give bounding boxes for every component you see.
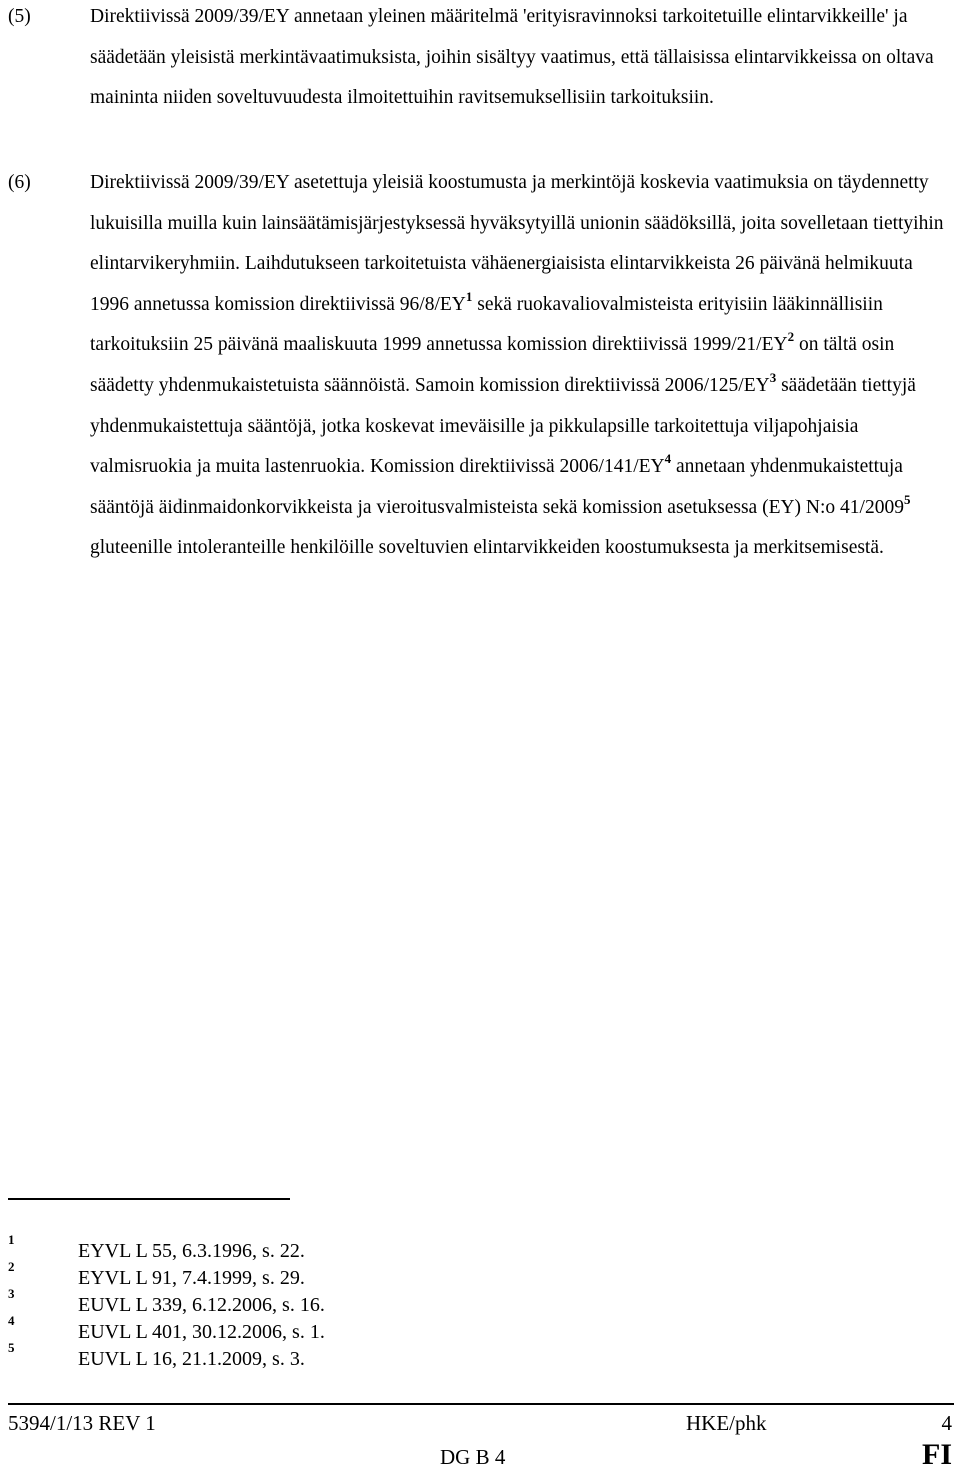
document-reference: 5394/1/13 REV 1 xyxy=(8,1411,156,1435)
text-run: sekä ruokavaliovalmisteista erityisiin lääkinnällisiin tarkoituksiin 25 päivänä maaliskuuta 1999 annetussa komission direktiivissä 1999/21/EY xyxy=(90,293,883,356)
footnote-mark: 4 xyxy=(8,1313,15,1328)
footnote-mark: 2 xyxy=(8,1259,15,1274)
text-run: Direktiivissä 2009/39/EY asetettuja yleisiä koostumusta ja merkintöjä koskevia vaatimuksia on täydennetty lukuisilla muilla kuin lainsäätämisjärjestyksessä hyväksytyillä unionin säädöksillä, joita sovelletaan tiettyihin elintarvikeryhmiin. Laihdutukseen tarkoitetuista vähäenergiaisista elintarvikkeista 26 päivänä helmikuuta 1996 annetussa komission direktiivissä 96/8/EY xyxy=(90,172,944,315)
author-initials: HKE/phk xyxy=(686,1411,767,1435)
paragraph-text xyxy=(90,0,954,119)
paragraph-number: (5) xyxy=(8,6,31,27)
footnote-reference: 1 xyxy=(465,288,473,304)
directorate: DG B 4 xyxy=(440,1445,506,1469)
footnote-reference: 4 xyxy=(664,451,672,467)
footnote-text: EYVL L 91, 7.4.1999, s. 29. xyxy=(78,1267,305,1289)
footnote-mark: 1 xyxy=(8,1232,15,1247)
text-run: on tältä osin säädetty yhdenmukaistetuista säännöistä. Samoin komission direktiivissä 2006/125/EY xyxy=(90,334,895,396)
text-run: Direktiivissä 2009/39/EY annetaan yleinen määritelmä 'erityisravinnoksi tarkoitetuille elintarvikkeille' ja säädetään yleisistä merkintävaatimuksista, joihin sisältyy vaatimus, että tällaisissa elintarvikkeissa on oltava maininta niiden soveltuvuudesta ilmoitettuihin ravitsemuksellisiin tarkoituksiin. xyxy=(90,6,934,109)
language-code: FI xyxy=(922,1438,952,1471)
text-run: annetaan yhdenmukaistettuja sääntöjä äidinmaidonkorvikkeista ja vieroitusvalmisteista sekä komission asetuksessa (EY) N:o 41/2009 xyxy=(90,456,904,518)
page-number: 4 xyxy=(941,1411,952,1435)
footnote-mark: 3 xyxy=(8,1286,15,1301)
footnote-reference: 3 xyxy=(769,369,777,385)
footnote-reference: 2 xyxy=(787,329,795,345)
paragraph-text xyxy=(90,163,954,569)
footnote-text: EYVL L 55, 6.3.1996, s. 22. xyxy=(78,1240,305,1262)
footnote-text: EUVL L 16, 21.1.2009, s. 3. xyxy=(78,1348,305,1370)
paragraph-number: (6) xyxy=(8,172,31,193)
footnote-reference: 5 xyxy=(903,491,911,507)
text-run: säädetään tiettyjä yhdenmukaistettuja sääntöjä, jotka koskevat imeväisille ja pikkulapsille tarkoitettuja viljapohjaisia valmisruokia ja muita lastenruokia. Komission direktiivissä 2006/141/EY xyxy=(90,374,916,478)
footer-separator xyxy=(8,1403,954,1405)
text-run: gluteenille intoleranteille henkilöille soveltuvien elintarvikkeiden koostumuksesta ja merkitsemisestä. xyxy=(90,537,884,559)
footnote-text: EUVL L 339, 6.12.2006, s. 16. xyxy=(78,1294,325,1316)
footnote-mark: 5 xyxy=(8,1340,15,1355)
footnote-text: EUVL L 401, 30.12.2006, s. 1. xyxy=(78,1321,325,1343)
footnote-separator xyxy=(8,1198,290,1200)
